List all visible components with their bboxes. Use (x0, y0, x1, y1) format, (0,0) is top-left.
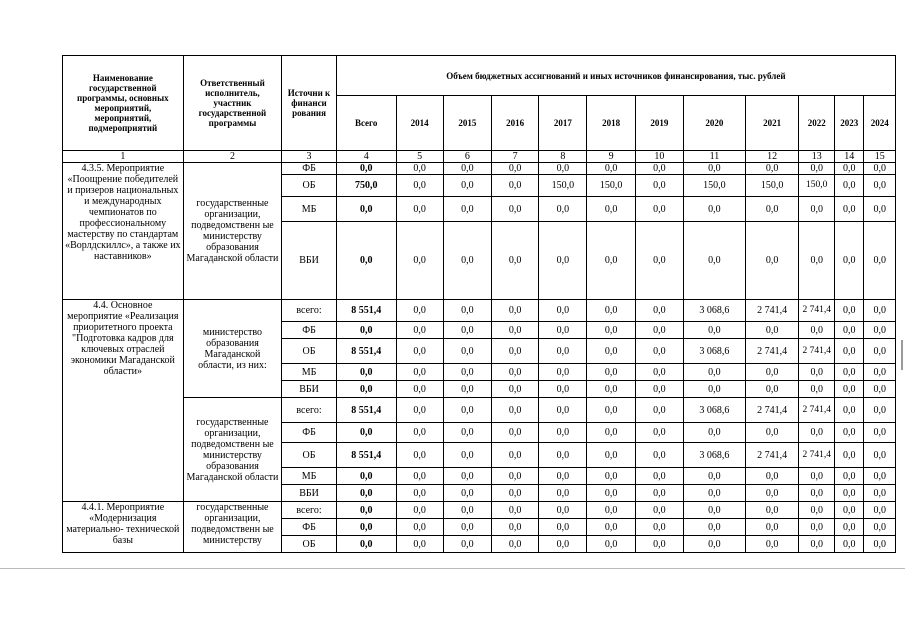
value-cell: 0,0 (443, 381, 491, 398)
value-cell: 0,0 (635, 163, 683, 175)
value-cell: 0,0 (396, 443, 443, 468)
value-cell: 0,0 (835, 485, 864, 502)
value-cell: 0,0 (443, 197, 491, 222)
header-year: 2022 (799, 96, 835, 151)
value-cell: 0,0 (835, 381, 864, 398)
value-cell: 0,0 (683, 163, 745, 175)
value-cell: 0,0 (539, 485, 587, 502)
value-cell: 0,0 (396, 423, 443, 443)
value-cell: 0,0 (835, 197, 864, 222)
source-cell: ОБ (282, 443, 337, 468)
value-cell: 0,0 (443, 485, 491, 502)
header-executor: Ответственный исполнитель, участник государственной программы (183, 56, 282, 151)
value-cell: 0,0 (539, 468, 587, 485)
source-cell: ВБИ (282, 222, 337, 300)
value-cell: 0,0 (396, 536, 443, 553)
value-cell: 0,0 (635, 322, 683, 339)
value-cell: 0,0 (443, 519, 491, 536)
value-cell: 0,0 (635, 300, 683, 322)
value-cell: 0,0 (587, 502, 635, 519)
value-cell: 0,0 (864, 197, 896, 222)
value-cell: 0,0 (587, 163, 635, 175)
value-cell: 0,0 (336, 197, 396, 222)
value-cell: 0,0 (799, 502, 835, 519)
value-cell: 2 741,4 (745, 339, 799, 364)
value-cell: 0,0 (336, 423, 396, 443)
value-cell: 0,0 (835, 222, 864, 300)
executor-cell: государственные организации, подведомственн ые министерству образования Магаданской области (183, 163, 282, 300)
column-number: 3 (282, 151, 337, 163)
value-cell: 0,0 (396, 300, 443, 322)
value-cell: 0,0 (635, 485, 683, 502)
value-cell: 0,0 (336, 381, 396, 398)
value-cell: 0,0 (635, 468, 683, 485)
value-cell: 0,0 (396, 322, 443, 339)
value-cell: 0,0 (539, 381, 587, 398)
value-cell: 0,0 (587, 339, 635, 364)
value-cell: 8 551,4 (336, 398, 396, 423)
header-volume: Объем бюджетных ассигнований и иных источников финансирования, тыс. рублей (336, 56, 895, 96)
value-cell: 0,0 (443, 398, 491, 423)
value-cell: 0,0 (864, 339, 896, 364)
value-cell: 2 741,4 (799, 443, 835, 468)
value-cell: 2 741,4 (799, 300, 835, 322)
value-cell: 0,0 (336, 468, 396, 485)
value-cell: 0,0 (587, 468, 635, 485)
value-cell: 0,0 (635, 502, 683, 519)
column-number: 7 (492, 151, 539, 163)
value-cell: 0,0 (492, 175, 539, 197)
value-cell: 0,0 (539, 222, 587, 300)
table-row (63, 398, 896, 423)
header-year: 2016 (492, 96, 539, 151)
column-number: 13 (799, 151, 835, 163)
value-cell: 0,0 (745, 163, 799, 175)
source-cell: ОБ (282, 536, 337, 553)
value-cell: 0,0 (864, 381, 896, 398)
table-row (63, 502, 896, 519)
value-cell: 0,0 (336, 364, 396, 381)
value-cell: 0,0 (587, 519, 635, 536)
value-cell: 0,0 (835, 423, 864, 443)
value-cell: 0,0 (835, 519, 864, 536)
value-cell: 0,0 (336, 485, 396, 502)
column-number: 11 (683, 151, 745, 163)
value-cell: 0,0 (336, 222, 396, 300)
source-cell: МБ (282, 364, 337, 381)
value-cell: 0,0 (683, 381, 745, 398)
value-cell: 0,0 (587, 197, 635, 222)
value-cell: 0,0 (396, 339, 443, 364)
value-cell: 0,0 (835, 322, 864, 339)
value-cell: 0,0 (635, 381, 683, 398)
header-name: Наименование государственной программы, основных мероприятий, мероприятий, подмероприятий (63, 56, 184, 151)
value-cell: 0,0 (864, 322, 896, 339)
value-cell: 0,0 (539, 197, 587, 222)
value-cell: 0,0 (396, 381, 443, 398)
value-cell: 0,0 (635, 536, 683, 553)
header-year: 2021 (745, 96, 799, 151)
value-cell: 0,0 (799, 519, 835, 536)
value-cell: 2 741,4 (745, 300, 799, 322)
value-cell: 0,0 (864, 300, 896, 322)
value-cell: 0,0 (835, 175, 864, 197)
value-cell: 0,0 (835, 502, 864, 519)
value-cell: 0,0 (799, 468, 835, 485)
value-cell: 0,0 (745, 222, 799, 300)
value-cell: 0,0 (539, 536, 587, 553)
value-cell: 0,0 (864, 175, 896, 197)
value-cell: 0,0 (587, 222, 635, 300)
value-cell: 0,0 (492, 300, 539, 322)
source-cell: ФБ (282, 163, 337, 175)
value-cell: 0,0 (539, 300, 587, 322)
value-cell: 0,0 (587, 443, 635, 468)
value-cell: 0,0 (336, 536, 396, 553)
value-cell: 0,0 (635, 339, 683, 364)
value-cell: 0,0 (443, 322, 491, 339)
column-number: 8 (539, 151, 587, 163)
table-row (63, 300, 896, 322)
value-cell: 0,0 (635, 197, 683, 222)
value-cell: 3 068,6 (683, 300, 745, 322)
value-cell: 0,0 (635, 398, 683, 423)
value-cell: 0,0 (443, 339, 491, 364)
value-cell: 0,0 (396, 222, 443, 300)
value-cell: 0,0 (864, 519, 896, 536)
table-body (63, 163, 896, 553)
value-cell: 0,0 (799, 222, 835, 300)
value-cell: 0,0 (745, 468, 799, 485)
value-cell: 0,0 (799, 485, 835, 502)
value-cell: 0,0 (864, 443, 896, 468)
value-cell: 0,0 (864, 485, 896, 502)
value-cell: 0,0 (683, 536, 745, 553)
value-cell: 0,0 (635, 364, 683, 381)
value-cell: 0,0 (443, 364, 491, 381)
header-year: 2023 (835, 96, 864, 151)
value-cell: 0,0 (443, 300, 491, 322)
value-cell: 0,0 (683, 502, 745, 519)
value-cell: 0,0 (864, 468, 896, 485)
column-number: 1 (63, 151, 184, 163)
value-cell: 0,0 (587, 423, 635, 443)
value-cell: 0,0 (745, 519, 799, 536)
header-year: Всего (336, 96, 396, 151)
value-cell: 0,0 (799, 536, 835, 553)
value-cell: 0,0 (683, 364, 745, 381)
value-cell: 150,0 (587, 175, 635, 197)
value-cell: 0,0 (835, 300, 864, 322)
value-cell: 0,0 (539, 423, 587, 443)
value-cell: 0,0 (587, 300, 635, 322)
value-cell: 2 741,4 (799, 339, 835, 364)
value-cell: 0,0 (864, 536, 896, 553)
header-source: Источни к финанси рования (282, 56, 337, 151)
value-cell: 0,0 (443, 536, 491, 553)
value-cell: 0,0 (835, 339, 864, 364)
value-cell: 0,0 (492, 322, 539, 339)
value-cell: 0,0 (799, 197, 835, 222)
value-cell: 0,0 (745, 322, 799, 339)
source-cell: ФБ (282, 322, 337, 339)
value-cell: 0,0 (799, 364, 835, 381)
source-cell: ОБ (282, 339, 337, 364)
value-cell: 0,0 (443, 468, 491, 485)
value-cell: 0,0 (492, 502, 539, 519)
executor-cell: государственные организации, подведомственн ые министерству (183, 502, 282, 553)
value-cell: 0,0 (683, 322, 745, 339)
value-cell: 0,0 (539, 519, 587, 536)
value-cell: 0,0 (396, 364, 443, 381)
section-name: 4.4.1. Мероприятие «Модернизация материально- технической базы (63, 502, 184, 553)
value-cell: 0,0 (492, 519, 539, 536)
column-numbers-row (63, 151, 896, 163)
value-cell: 2 741,4 (745, 398, 799, 423)
column-number: 5 (396, 151, 443, 163)
value-cell: 0,0 (864, 163, 896, 175)
value-cell: 0,0 (443, 163, 491, 175)
section-name: 4.4. Основное мероприятие «Реализация приоритетного проекта "Подготовка кадров для ключевых отраслей экономики Магаданской области» (63, 300, 184, 502)
value-cell: 0,0 (443, 502, 491, 519)
value-cell: 0,0 (864, 364, 896, 381)
value-cell: 0,0 (492, 364, 539, 381)
value-cell: 0,0 (835, 364, 864, 381)
value-cell: 750,0 (336, 175, 396, 197)
executor-cell: государственные организации, подведомственн ые министерству образования Магаданской области (183, 398, 282, 502)
value-cell: 0,0 (539, 443, 587, 468)
value-cell: 0,0 (864, 502, 896, 519)
header-year: 2019 (635, 96, 683, 151)
value-cell: 0,0 (799, 163, 835, 175)
value-cell: 0,0 (336, 502, 396, 519)
value-cell: 0,0 (443, 222, 491, 300)
value-cell: 0,0 (539, 502, 587, 519)
value-cell: 0,0 (396, 197, 443, 222)
source-cell: ВБИ (282, 381, 337, 398)
column-number: 6 (443, 151, 491, 163)
value-cell: 8 551,4 (336, 300, 396, 322)
value-cell: 0,0 (336, 519, 396, 536)
value-cell: 0,0 (492, 443, 539, 468)
section-name: 4.3.5. Мероприятие «Поощрение победителей и призеров национальных и международных чемпионатов по профессиональному мастерству по стандартам «Ворлдскиллс», а также их наставников» (63, 163, 184, 300)
source-cell: ВБИ (282, 485, 337, 502)
source-cell: ОБ (282, 175, 337, 197)
column-number: 15 (864, 151, 896, 163)
value-cell: 0,0 (745, 502, 799, 519)
value-cell: 0,0 (745, 197, 799, 222)
value-cell: 0,0 (539, 364, 587, 381)
value-cell: 0,0 (683, 197, 745, 222)
value-cell: 0,0 (443, 423, 491, 443)
value-cell: 0,0 (587, 536, 635, 553)
value-cell: 0,0 (336, 163, 396, 175)
source-cell: ФБ (282, 519, 337, 536)
header-year: 2018 (587, 96, 635, 151)
value-cell: 0,0 (835, 468, 864, 485)
value-cell: 0,0 (396, 398, 443, 423)
column-number: 2 (183, 151, 282, 163)
value-cell: 0,0 (492, 381, 539, 398)
value-cell: 0,0 (835, 163, 864, 175)
value-cell: 0,0 (799, 423, 835, 443)
value-cell: 0,0 (587, 364, 635, 381)
value-cell: 0,0 (492, 398, 539, 423)
value-cell: 0,0 (539, 322, 587, 339)
value-cell: 0,0 (683, 468, 745, 485)
value-cell: 150,0 (539, 175, 587, 197)
column-number: 10 (635, 151, 683, 163)
value-cell: 0,0 (745, 364, 799, 381)
value-cell: 0,0 (835, 536, 864, 553)
header-year: 2024 (864, 96, 896, 151)
value-cell: 150,0 (799, 175, 835, 197)
value-cell: 0,0 (635, 519, 683, 536)
value-cell: 3 068,6 (683, 398, 745, 423)
value-cell: 0,0 (683, 519, 745, 536)
value-cell: 8 551,4 (336, 339, 396, 364)
value-cell: 0,0 (539, 339, 587, 364)
executor-cell: министерство образования Магаданской области, из них: (183, 300, 282, 398)
value-cell: 0,0 (396, 468, 443, 485)
scan-edge-line (0, 568, 905, 569)
value-cell: 0,0 (683, 423, 745, 443)
value-cell: 0,0 (864, 398, 896, 423)
header-year: 2020 (683, 96, 745, 151)
value-cell: 0,0 (745, 423, 799, 443)
value-cell: 0,0 (539, 398, 587, 423)
value-cell: 0,0 (835, 398, 864, 423)
source-cell: МБ (282, 197, 337, 222)
value-cell: 0,0 (492, 536, 539, 553)
value-cell: 0,0 (396, 502, 443, 519)
value-cell: 0,0 (635, 222, 683, 300)
value-cell: 0,0 (396, 163, 443, 175)
value-cell: 0,0 (635, 175, 683, 197)
value-cell: 150,0 (745, 175, 799, 197)
value-cell: 0,0 (683, 222, 745, 300)
value-cell: 0,0 (799, 381, 835, 398)
value-cell: 0,0 (396, 485, 443, 502)
source-cell: всего: (282, 300, 337, 322)
value-cell: 0,0 (587, 485, 635, 502)
value-cell: 0,0 (587, 381, 635, 398)
value-cell: 0,0 (396, 175, 443, 197)
value-cell: 0,0 (799, 322, 835, 339)
value-cell: 0,0 (745, 381, 799, 398)
value-cell: 150,0 (683, 175, 745, 197)
value-cell: 0,0 (492, 222, 539, 300)
value-cell: 0,0 (492, 197, 539, 222)
value-cell: 0,0 (396, 519, 443, 536)
value-cell: 0,0 (635, 443, 683, 468)
value-cell: 3 068,6 (683, 443, 745, 468)
value-cell: 8 551,4 (336, 443, 396, 468)
value-cell: 0,0 (336, 322, 396, 339)
table-row (63, 163, 896, 175)
column-number: 12 (745, 151, 799, 163)
value-cell: 0,0 (492, 423, 539, 443)
value-cell: 0,0 (864, 423, 896, 443)
source-cell: всего: (282, 502, 337, 519)
value-cell: 0,0 (539, 163, 587, 175)
header-year: 2015 (443, 96, 491, 151)
value-cell: 0,0 (635, 423, 683, 443)
column-number: 14 (835, 151, 864, 163)
value-cell: 0,0 (587, 398, 635, 423)
column-number: 4 (336, 151, 396, 163)
value-cell: 0,0 (835, 443, 864, 468)
header-year: 2014 (396, 96, 443, 151)
source-cell: всего: (282, 398, 337, 423)
value-cell: 0,0 (443, 443, 491, 468)
value-cell: 0,0 (864, 222, 896, 300)
source-cell: ФБ (282, 423, 337, 443)
budget-table (62, 55, 896, 553)
value-cell: 0,0 (492, 485, 539, 502)
value-cell: 2 741,4 (745, 443, 799, 468)
header-year: 2017 (539, 96, 587, 151)
value-cell: 0,0 (587, 322, 635, 339)
value-cell: 0,0 (745, 536, 799, 553)
value-cell: 0,0 (683, 485, 745, 502)
column-number: 9 (587, 151, 635, 163)
scan-artifact (901, 340, 903, 370)
value-cell: 0,0 (492, 163, 539, 175)
value-cell: 0,0 (745, 485, 799, 502)
value-cell: 0,0 (492, 339, 539, 364)
value-cell: 0,0 (443, 175, 491, 197)
value-cell: 3 068,6 (683, 339, 745, 364)
value-cell: 2 741,4 (799, 398, 835, 423)
value-cell: 0,0 (492, 468, 539, 485)
source-cell: МБ (282, 468, 337, 485)
